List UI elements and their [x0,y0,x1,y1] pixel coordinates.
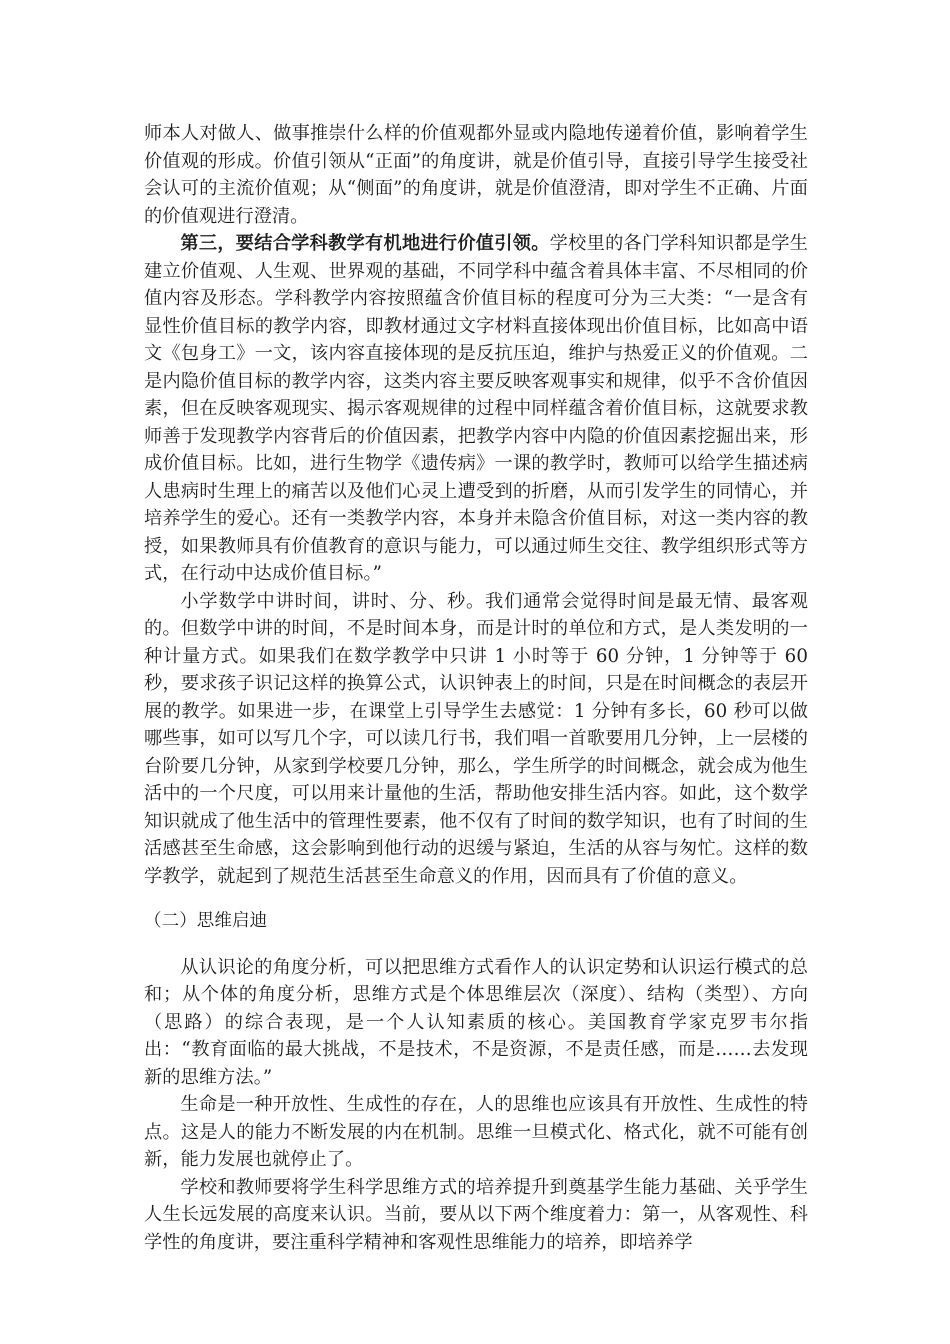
paragraph-5 [144,1091,808,1174]
paragraph-1-text: 师本人对做人、做事推崇什么样的价值观都外显或内隐地传递着价值，影响着学生价值观的形成。价值引领从“正面”的角度讲，就是价值引导，直接引导学生接受社会认可的主流价值观；从“侧面”的角度讲，就是价值澄清，即对学生不正确、片面的价值观进行澄清。 [144,123,808,227]
paragraph-4-text: 从认识论的角度分析，可以把思维方式看作人的认识定势和认识运行模式的总和；从个体的角度分析，思维方式是个体思维层次（深度）、结构（类型）、方向（思路）的综合表现，是一个人认知素质的核心。美国教育学家克罗韦尔指出：“教育面临的最大挑战，不是技术，不是资源，不是责任感，而是……去发现新的思维方法。” [144,956,808,1088]
paragraph-2-text: 学校里的各门学科知识都是学生建立价值观、人生观、世界观的基础，不同学科中蕴含着具体丰富、不尽相同的价值内容及形态。学科教学内容按照蕴含价值目标的程度可分为三大类：“一是含有显性价值目标的教学内容，即教材通过文字材料直接体现出价值目标，比如高中语文《包身工》一文，该内容直接体现的是反抗压迫，维护与热爱正义的价值观。二是内隐价值目标的教学内容，这类内容主要反映客观事实和规律，似乎不含价值因素，但在反映客观现实、揭示客观规律的过程中同样蕴含着价值目标，这就要求教师善于发现教学内容背后的价值因素，把教学内容中内隐的价值因素挖掘出来，形成价值目标。比如，进行生物学《遗传病》一课的教学时，教师可以给学生描述病人患病时生理上的痛苦以及他们心灵上遭受到的折磨，从而引发学生的同情心，并培养学生的爱心。还有一类教学内容，本身并未隐含价值目标，对这一类内容的教授，如果教师具有价值教育的意识与能力，可以通过师生交往、教学组织形式等方式，在行动中达成价值目标。” [144,233,808,584]
paragraph-2 [144,230,808,588]
paragraph-5-text: 生命是一种开放性、生成性的存在，人的思维也应该具有开放性、生成性的特点。这是人的能力不断发展的内在机制。思维一旦模式化、格式化，就不可能有创新，能力发展也就停止了。 [144,1094,808,1170]
paragraph-1 [144,120,808,230]
paragraph-4 [144,954,808,1092]
paragraph-3 [144,588,808,891]
paragraph-2-bold-lead: 第三，要结合学科教学有机地进行价值引领。 [180,233,550,254]
paragraph-6-text: 学校和教师要将学生科学思维方式的培养提升到奠基学生能力基础、关乎学生人生长远发展的高度来认识。当前，要从以下两个维度着力：第一，从客观性、科学性的角度讲，要注重科学精神和客观性思维能力的培养，即培养学 [144,1176,808,1253]
section-heading: （二）思维启迪 [144,911,268,931]
paragraph-3-text: 小学数学中讲时间，讲时、分、秒。我们通常会觉得时间是最无情、最客观的。但数学中讲的时间，不是时间本身，而是计时的单位和方式，是人类发明的一种计量方式。如果我们在数学教学中只讲 1 小时等于 60 分钟，1 分钟等于 60 秒，要求孩子识记这样的换算公式，认识钟表上的时间，只是在时间概念的表层开展的教学。如果进一步，在课堂上引导学生去感觉：1 分钟有多长，60 秒可以做哪些事，如可以写几个字，可以读几行书，我们唱一首歌要用几分钟，上一层楼的台阶要几分钟，从家到学校要几分钟，那么，学生所学的时间概念，就会成为他生活中的一个尺度，可以用来计量他的生活，帮助他安排生活内容。如此，这个数学知识就成了他生活中的管理性要素，他不仅有了时间的数学知识，也有了时间的生活感甚至生命感，这会影响到他行动的迟缓与紧迫，生活的从容与匆忙。这样的数学教学，就起到了规范生活甚至生命意义的作用，因而具有了价值的意义。 [144,590,808,887]
document-page [144,120,808,1256]
paragraph-6 [144,1174,808,1257]
